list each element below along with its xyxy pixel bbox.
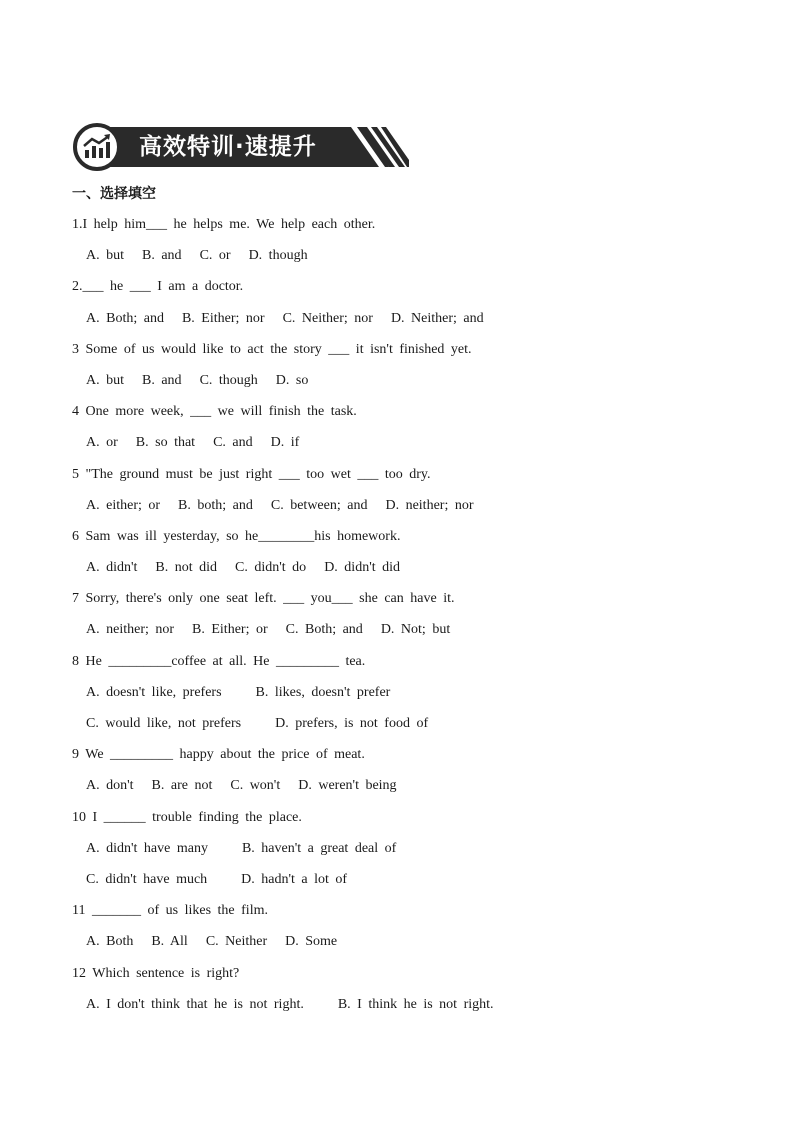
- section-banner: [73, 123, 408, 171]
- option-choice: A. but: [86, 248, 124, 264]
- option-row: [72, 245, 752, 276]
- question-text: 3 Some of us would like to act the story ___ it isn't finished yet.: [72, 341, 472, 357]
- question-text: 5 "The ground must be just right ___ too wet ___ too dry.: [72, 466, 431, 482]
- option-choice: A. neither; nor: [86, 622, 175, 638]
- option-choice: C. Both; and: [285, 622, 363, 638]
- option-choice: B. not did: [155, 560, 218, 576]
- question-text: 11 _______ of us likes the film.: [72, 903, 268, 919]
- option-choice: C. between; and: [270, 497, 368, 513]
- question-text: 9 We _________ happy about the price of meat.: [72, 747, 365, 763]
- option-choice: A. I don't think that he is not right.: [86, 996, 304, 1012]
- option-row: [72, 775, 752, 806]
- question-text: 6 Sam was ill yesterday, so he________his homework.: [72, 528, 401, 544]
- question-text: 1.I help him___ he helps me. We help each other.: [72, 217, 376, 232]
- question-text: 4 One more week, ___ we will finish the task.: [72, 404, 357, 420]
- option-choice: D. if: [270, 435, 300, 451]
- option-choice: C. won't: [230, 778, 281, 794]
- option-choice: A. but: [86, 372, 124, 388]
- option-choice: D. hadn't a lot of: [241, 871, 348, 887]
- option-choice: B. and: [142, 372, 182, 388]
- option-choice: B. haven't a great deal of: [241, 840, 397, 856]
- question-text: 2.___ he ___ I am a doctor.: [72, 279, 244, 295]
- bar-chart-trend-icon: [73, 123, 121, 171]
- option-row: [72, 308, 752, 339]
- option-row: [72, 713, 752, 744]
- option-choice: D. Not; but: [380, 622, 451, 638]
- question-text: 7 Sorry, there's only one seat left. ___ you___ she can have it.: [72, 591, 455, 607]
- option-row: [72, 495, 752, 526]
- option-choice: D. didn't did: [324, 560, 400, 576]
- option-choice: A. or: [86, 435, 118, 451]
- option-row: [72, 994, 752, 1025]
- option-choice: D. weren't being: [298, 778, 397, 794]
- option-choice: D. Neither; and: [390, 310, 484, 326]
- option-choice: C. would like, not prefers: [86, 716, 242, 731]
- option-choice: C. Neither: [205, 934, 268, 950]
- option-choice: A. don't: [86, 778, 134, 794]
- banner-stripes: [345, 127, 409, 167]
- option-row: [72, 838, 752, 869]
- question-list: [72, 214, 752, 1025]
- option-choice: C. Neither; nor: [282, 310, 373, 326]
- option-choice: D. prefers, is not food of: [275, 716, 429, 731]
- option-choice: B. I think he is not right.: [337, 996, 494, 1012]
- option-choice: A. didn't have many: [86, 840, 208, 856]
- option-choice: D. so: [275, 372, 309, 388]
- option-choice: A. Both; and: [86, 310, 164, 326]
- option-choice: B. both; and: [178, 497, 253, 513]
- option-choice: C. didn't do: [235, 560, 307, 576]
- option-choice: A. didn't: [86, 560, 138, 576]
- option-row: [72, 869, 752, 900]
- option-row: [72, 370, 752, 401]
- option-choice: D. Some: [285, 934, 338, 950]
- option-choice: C. and: [213, 435, 253, 451]
- option-row: [72, 931, 752, 962]
- question-text: 8 He _________coffee at all. He _________ tea.: [72, 653, 366, 669]
- option-choice: A. either; or: [86, 497, 161, 513]
- option-choice: D. neither; nor: [385, 497, 474, 513]
- section-title: 一、选择填空: [72, 186, 156, 202]
- option-choice: B. Either; or: [192, 622, 268, 638]
- option-choice: C. though: [199, 372, 258, 388]
- option-choice: D. though: [248, 248, 308, 264]
- option-row: [72, 432, 752, 463]
- option-row: [72, 557, 752, 588]
- option-choice: A. doesn't like, prefers: [86, 684, 222, 700]
- question-text: 10 I ______ trouble finding the place.: [72, 809, 302, 825]
- page-title: 高效特训·速提升: [139, 134, 317, 160]
- option-row: [72, 682, 752, 713]
- option-choice: C. didn't have much: [86, 871, 208, 887]
- option-choice: B. and: [142, 248, 182, 264]
- option-choice: B. likes, doesn't prefer: [255, 684, 391, 700]
- option-choice: A. Both: [86, 934, 134, 950]
- option-choice: C. or: [199, 248, 231, 264]
- option-choice: B. so that: [135, 435, 196, 451]
- option-row: [72, 619, 752, 650]
- option-choice: B. All: [151, 934, 188, 950]
- question-text: 12 Which sentence is right?: [72, 965, 240, 981]
- option-choice: B. are not: [151, 778, 213, 794]
- option-choice: B. Either; nor: [181, 310, 265, 326]
